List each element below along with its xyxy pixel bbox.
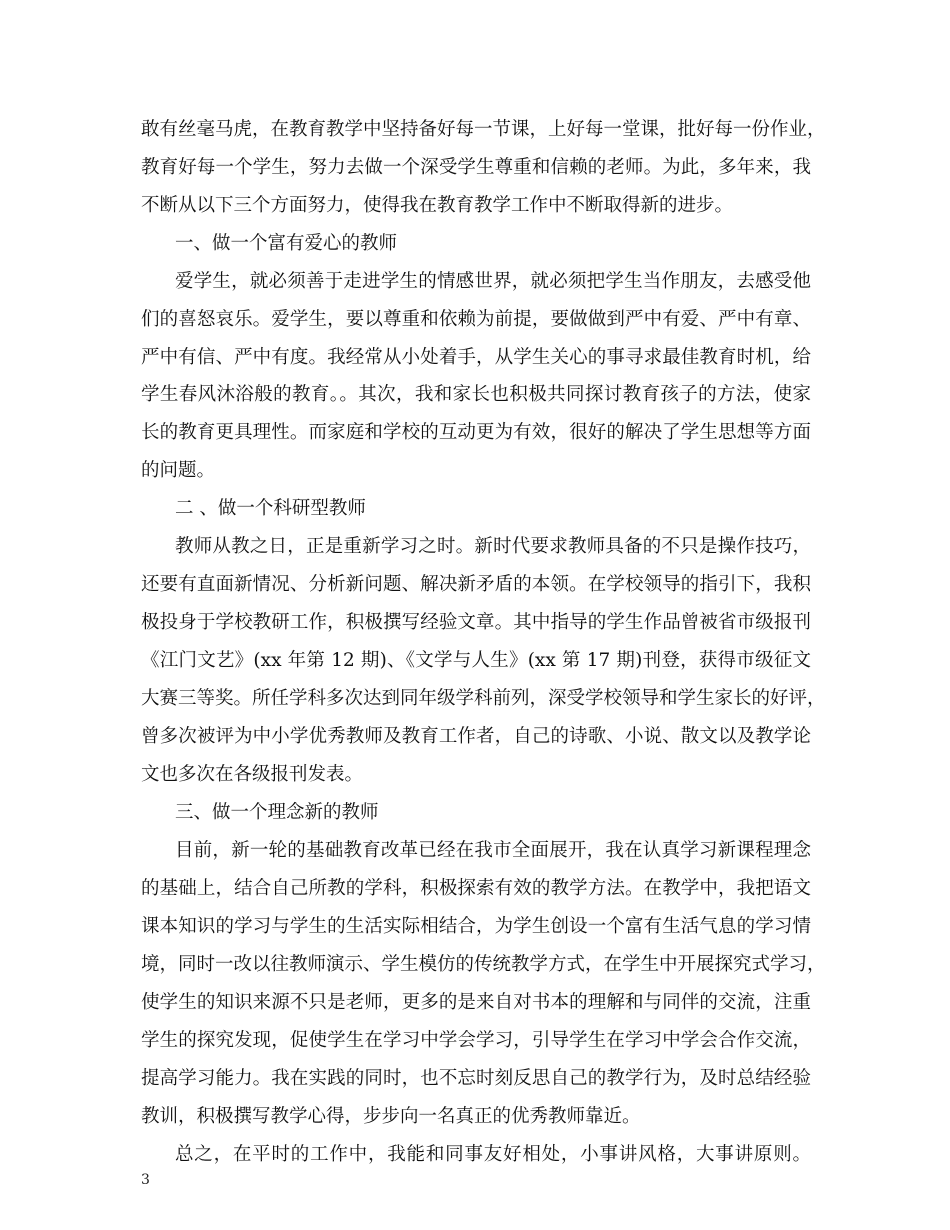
text-line: 课本知识的学习与学生的生活实际相结合，为学生创设一个富有生活气息的学习情 — [141, 916, 811, 937]
text-line: 严中有信、严中有度。我经常从小处着手，从学生关心的事寻求最佳教育时机，给 — [141, 347, 811, 368]
text-line: 曾多次被评为中小学优秀教师及教育工作者，自己的诗歌、小说、散文以及教学论 — [141, 726, 811, 747]
text-line: 的基础上，结合自己所教的学科，积极探索有效的教学方法。在教学中，我把语文 — [141, 878, 811, 899]
text-line: 境，同时一改以往教师演示、学生模仿的传统教学方式，在学生中开展探究式学习， — [141, 954, 826, 975]
text-line: 目前，新一轮的基础教育改革已经在我市全面展开，我在认真学习新课程理念 — [175, 840, 811, 861]
section-heading-3: 三、做一个理念新的教师 — [175, 802, 379, 823]
text-line: 敢有丝毫马虎，在教育教学中坚持备好每一节课，上好每一堂课，批好每一份作业， — [141, 119, 826, 140]
text-line: 提高学习能力。我在实践的同时，也不忘时刻反思自己的教学行为，及时总结经验 — [141, 1068, 811, 1089]
text-line: 文也多次在各级报刊发表。 — [141, 764, 364, 785]
page-number: 3 — [141, 1172, 150, 1188]
text-line: 长的教育更具理性。而家庭和学校的互动更为有效，很好的解决了学生思想等方面 — [141, 422, 811, 443]
text-line: 不断从以下三个方面努力，使得我在教育教学工作中不断取得新的进步。 — [141, 195, 734, 216]
text-line: 《江门文艺》(xx 年第 12 期)、《文学与人生》(xx 第 17 期)刊登，获得市级征文 — [141, 650, 811, 671]
text-line: 爱学生，就必须善于走进学生的情感世界，就必须把学生当作朋友，去感受他 — [175, 271, 811, 292]
text-line: 的问题。 — [141, 460, 216, 481]
text-line: 学生春风沐浴般的教育。。其次，我和家长也积极共同探讨教育孩子的方法，使家 — [141, 384, 811, 405]
text-line: 使学生的知识来源不只是老师，更多的是来自对书本的理解和与同伴的交流，注重 — [141, 992, 811, 1013]
text-line: 学生的探究发现，促使学生在学习中学会学习，引导学生在学习中学会合作交流， — [141, 1030, 811, 1051]
text-line: 们的喜怒哀乐。爱学生，要以尊重和依赖为前提，要做做到严中有爱、严中有章、 — [141, 309, 811, 330]
text-line: 教育好每一个学生，努力去做一个深受学生尊重和信赖的老师。为此，多年来，我 — [141, 157, 811, 178]
section-heading-1: 一、做一个富有爱心的教师 — [175, 233, 398, 254]
section-heading-2: 二 、做一个科研型教师 — [175, 498, 366, 519]
text-line: 大赛三等奖。所任学科多次达到同年级学科前列，深受学校领导和学生家长的好评， — [141, 688, 826, 709]
text-line: 还要有直面新情况、分析新问题、解决新矛盾的本领。在学校领导的指引下，我积 — [141, 574, 811, 595]
text-line: 教师从教之日，正是重新学习之时。新时代要求教师具备的不只是操作技巧， — [175, 536, 811, 557]
text-line: 总之，在平时的工作中，我能和同事友好相处，小事讲风格，大事讲原则。 — [175, 1144, 811, 1165]
text-line: 极投身于学校教研工作，积极撰写经验文章。其中指导的学生作品曾被省市级报刊 — [141, 612, 811, 633]
text-line: 教训，积极撰写教学心得，步步向一名真正的优秀教师靠近。 — [141, 1106, 641, 1127]
